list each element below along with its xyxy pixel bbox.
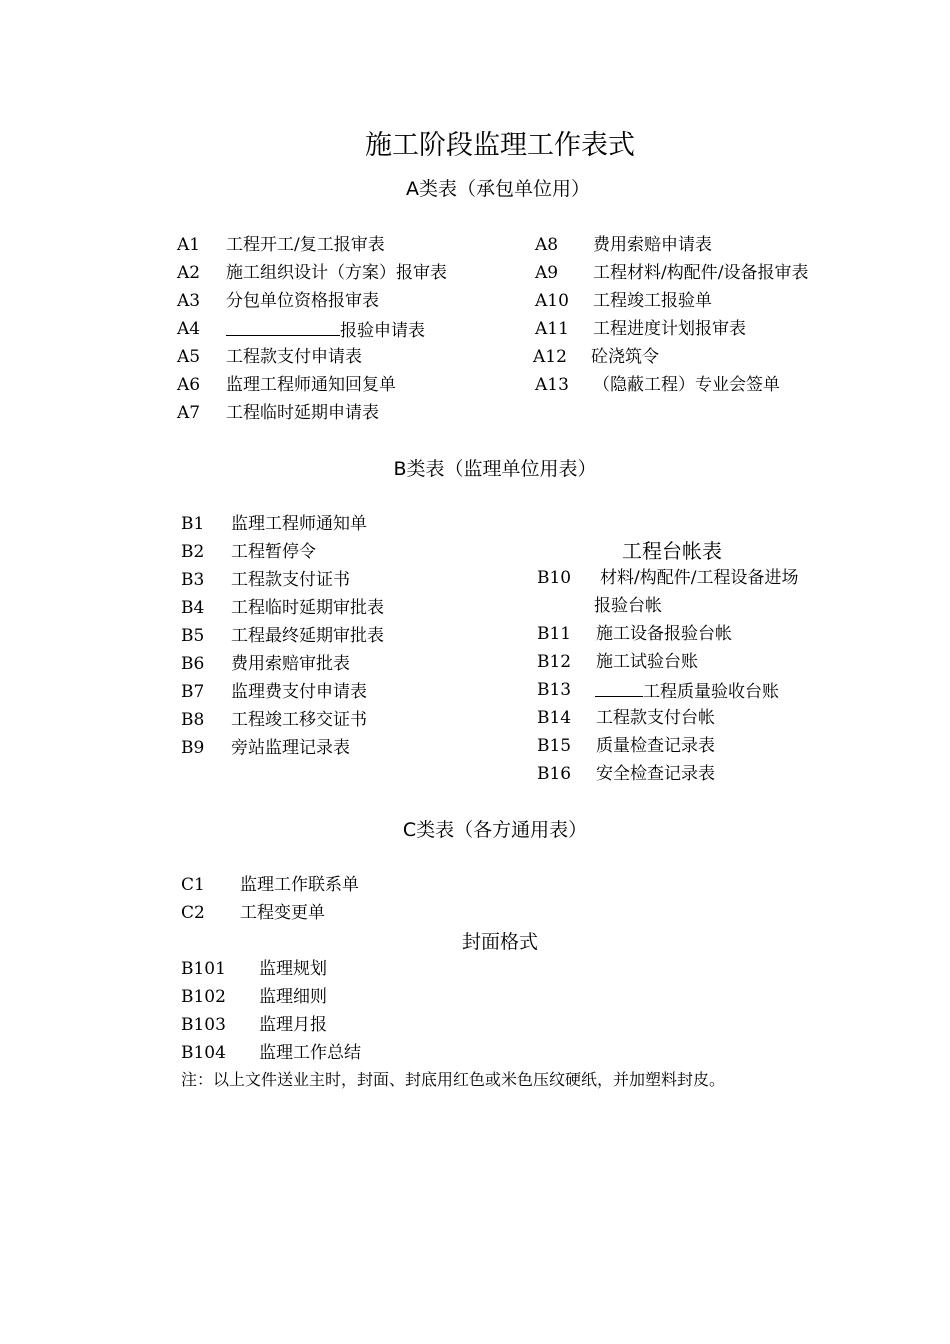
item-code: B102	[181, 987, 226, 1007]
item-code: B15	[537, 736, 572, 756]
item-code: B13	[537, 680, 572, 700]
item-name: 工程开工/复工报审表	[226, 235, 385, 255]
item-name: 工程变更单	[240, 903, 325, 923]
item-code: B6	[181, 654, 205, 674]
item-code: A11	[535, 319, 569, 339]
cover-heading: 封面格式	[461, 931, 538, 953]
item-code: C2	[181, 903, 205, 923]
item-name: 工程进度计划报审表	[593, 319, 746, 339]
item-code: A13	[535, 375, 569, 395]
item-code: B14	[537, 708, 572, 728]
item-code: A6	[177, 375, 201, 395]
item-code: B104	[181, 1043, 226, 1063]
item-name: 砼浇筑令	[591, 347, 659, 367]
item-name-text: 报验申请表	[340, 321, 425, 341]
item-name: 施工试验台账	[596, 652, 698, 672]
item-name: 监理工作联系单	[240, 875, 359, 895]
item-code: A7	[177, 403, 201, 423]
item-code: B3	[181, 570, 205, 590]
item-code: B2	[181, 542, 205, 562]
item-name: 监理工程师通知单	[231, 514, 367, 534]
item-code: A2	[177, 263, 201, 283]
item-name: 工程款支付台帐	[596, 708, 715, 728]
item-name: 安全检查记录表	[596, 764, 715, 784]
item-code: A12	[533, 347, 567, 367]
page-title: 施工阶段监理工作表式	[365, 130, 635, 161]
item-code: A3	[177, 291, 201, 311]
item-name: 施工设备报验台帐	[596, 624, 732, 644]
item-code: B7	[181, 682, 205, 702]
item-name: （隐蔽工程）专业会签单	[593, 375, 780, 395]
item-name-continued: 报验台帐	[594, 596, 662, 616]
item-code: B1	[181, 514, 205, 534]
item-name: 材料/构配件/工程设备进场	[600, 568, 799, 588]
section-c-heading: C类表（各方通用表）	[402, 819, 588, 841]
item-name: 监理工作总结	[259, 1043, 361, 1063]
item-name: 工程临时延期申请表	[226, 403, 379, 423]
item-name: 工程竣工移交证书	[231, 710, 367, 730]
item-code: B103	[181, 1015, 226, 1035]
item-name: 工程款支付证书	[231, 570, 350, 590]
item-name	[226, 317, 425, 343]
fill-in-blank	[595, 678, 643, 697]
item-name: 监理月报	[259, 1015, 327, 1035]
item-name: 旁站监理记录表	[231, 738, 350, 758]
fill-in-blank	[226, 317, 340, 336]
item-name: 工程款支付申请表	[226, 347, 362, 367]
item-code: C1	[181, 875, 205, 895]
item-code: B4	[181, 598, 205, 618]
item-code: B101	[181, 959, 226, 979]
item-code: A8	[535, 235, 559, 255]
item-name: 监理细则	[259, 987, 327, 1007]
section-a-heading: A类表（承包单位用）	[406, 178, 590, 200]
item-name: 施工组织设计（方案）报审表	[226, 263, 447, 283]
item-code: B8	[181, 710, 205, 730]
item-code: A10	[535, 291, 569, 311]
item-name: 监理规划	[259, 959, 327, 979]
item-name: 费用索赔审批表	[231, 654, 350, 674]
item-code: B16	[537, 764, 572, 784]
item-name	[595, 678, 779, 704]
item-code: A1	[177, 235, 201, 255]
ledger-heading: 工程台帐表	[622, 539, 722, 563]
footnote: 注：以上文件送业主时，封面、封底用红色或米色压纹硬纸，并加塑料封皮。	[181, 1070, 726, 1089]
item-code: A5	[177, 347, 201, 367]
item-code: A4	[177, 319, 201, 339]
item-name: 分包单位资格报审表	[226, 291, 379, 311]
item-name: 监理费支付申请表	[231, 682, 367, 702]
item-name: 工程暂停令	[231, 542, 316, 562]
item-name: 监理工程师通知回复单	[226, 375, 396, 395]
item-name: 工程竣工报验单	[593, 291, 712, 311]
item-name: 工程材料/构配件/设备报审表	[593, 263, 809, 283]
item-name: 费用索赔申请表	[593, 235, 712, 255]
item-code: B10	[537, 568, 572, 588]
item-code: B9	[181, 738, 205, 758]
item-code: B11	[537, 624, 572, 644]
item-name: 质量检查记录表	[596, 736, 715, 756]
section-b-heading: B类表（监理单位用表）	[393, 458, 597, 480]
item-code: B12	[537, 652, 572, 672]
item-name-text: 工程质量验收台账	[643, 682, 779, 702]
item-name: 工程最终延期审批表	[231, 626, 384, 646]
item-name: 工程临时延期审批表	[231, 598, 384, 618]
item-code: B5	[181, 626, 205, 646]
item-code: A9	[535, 263, 559, 283]
